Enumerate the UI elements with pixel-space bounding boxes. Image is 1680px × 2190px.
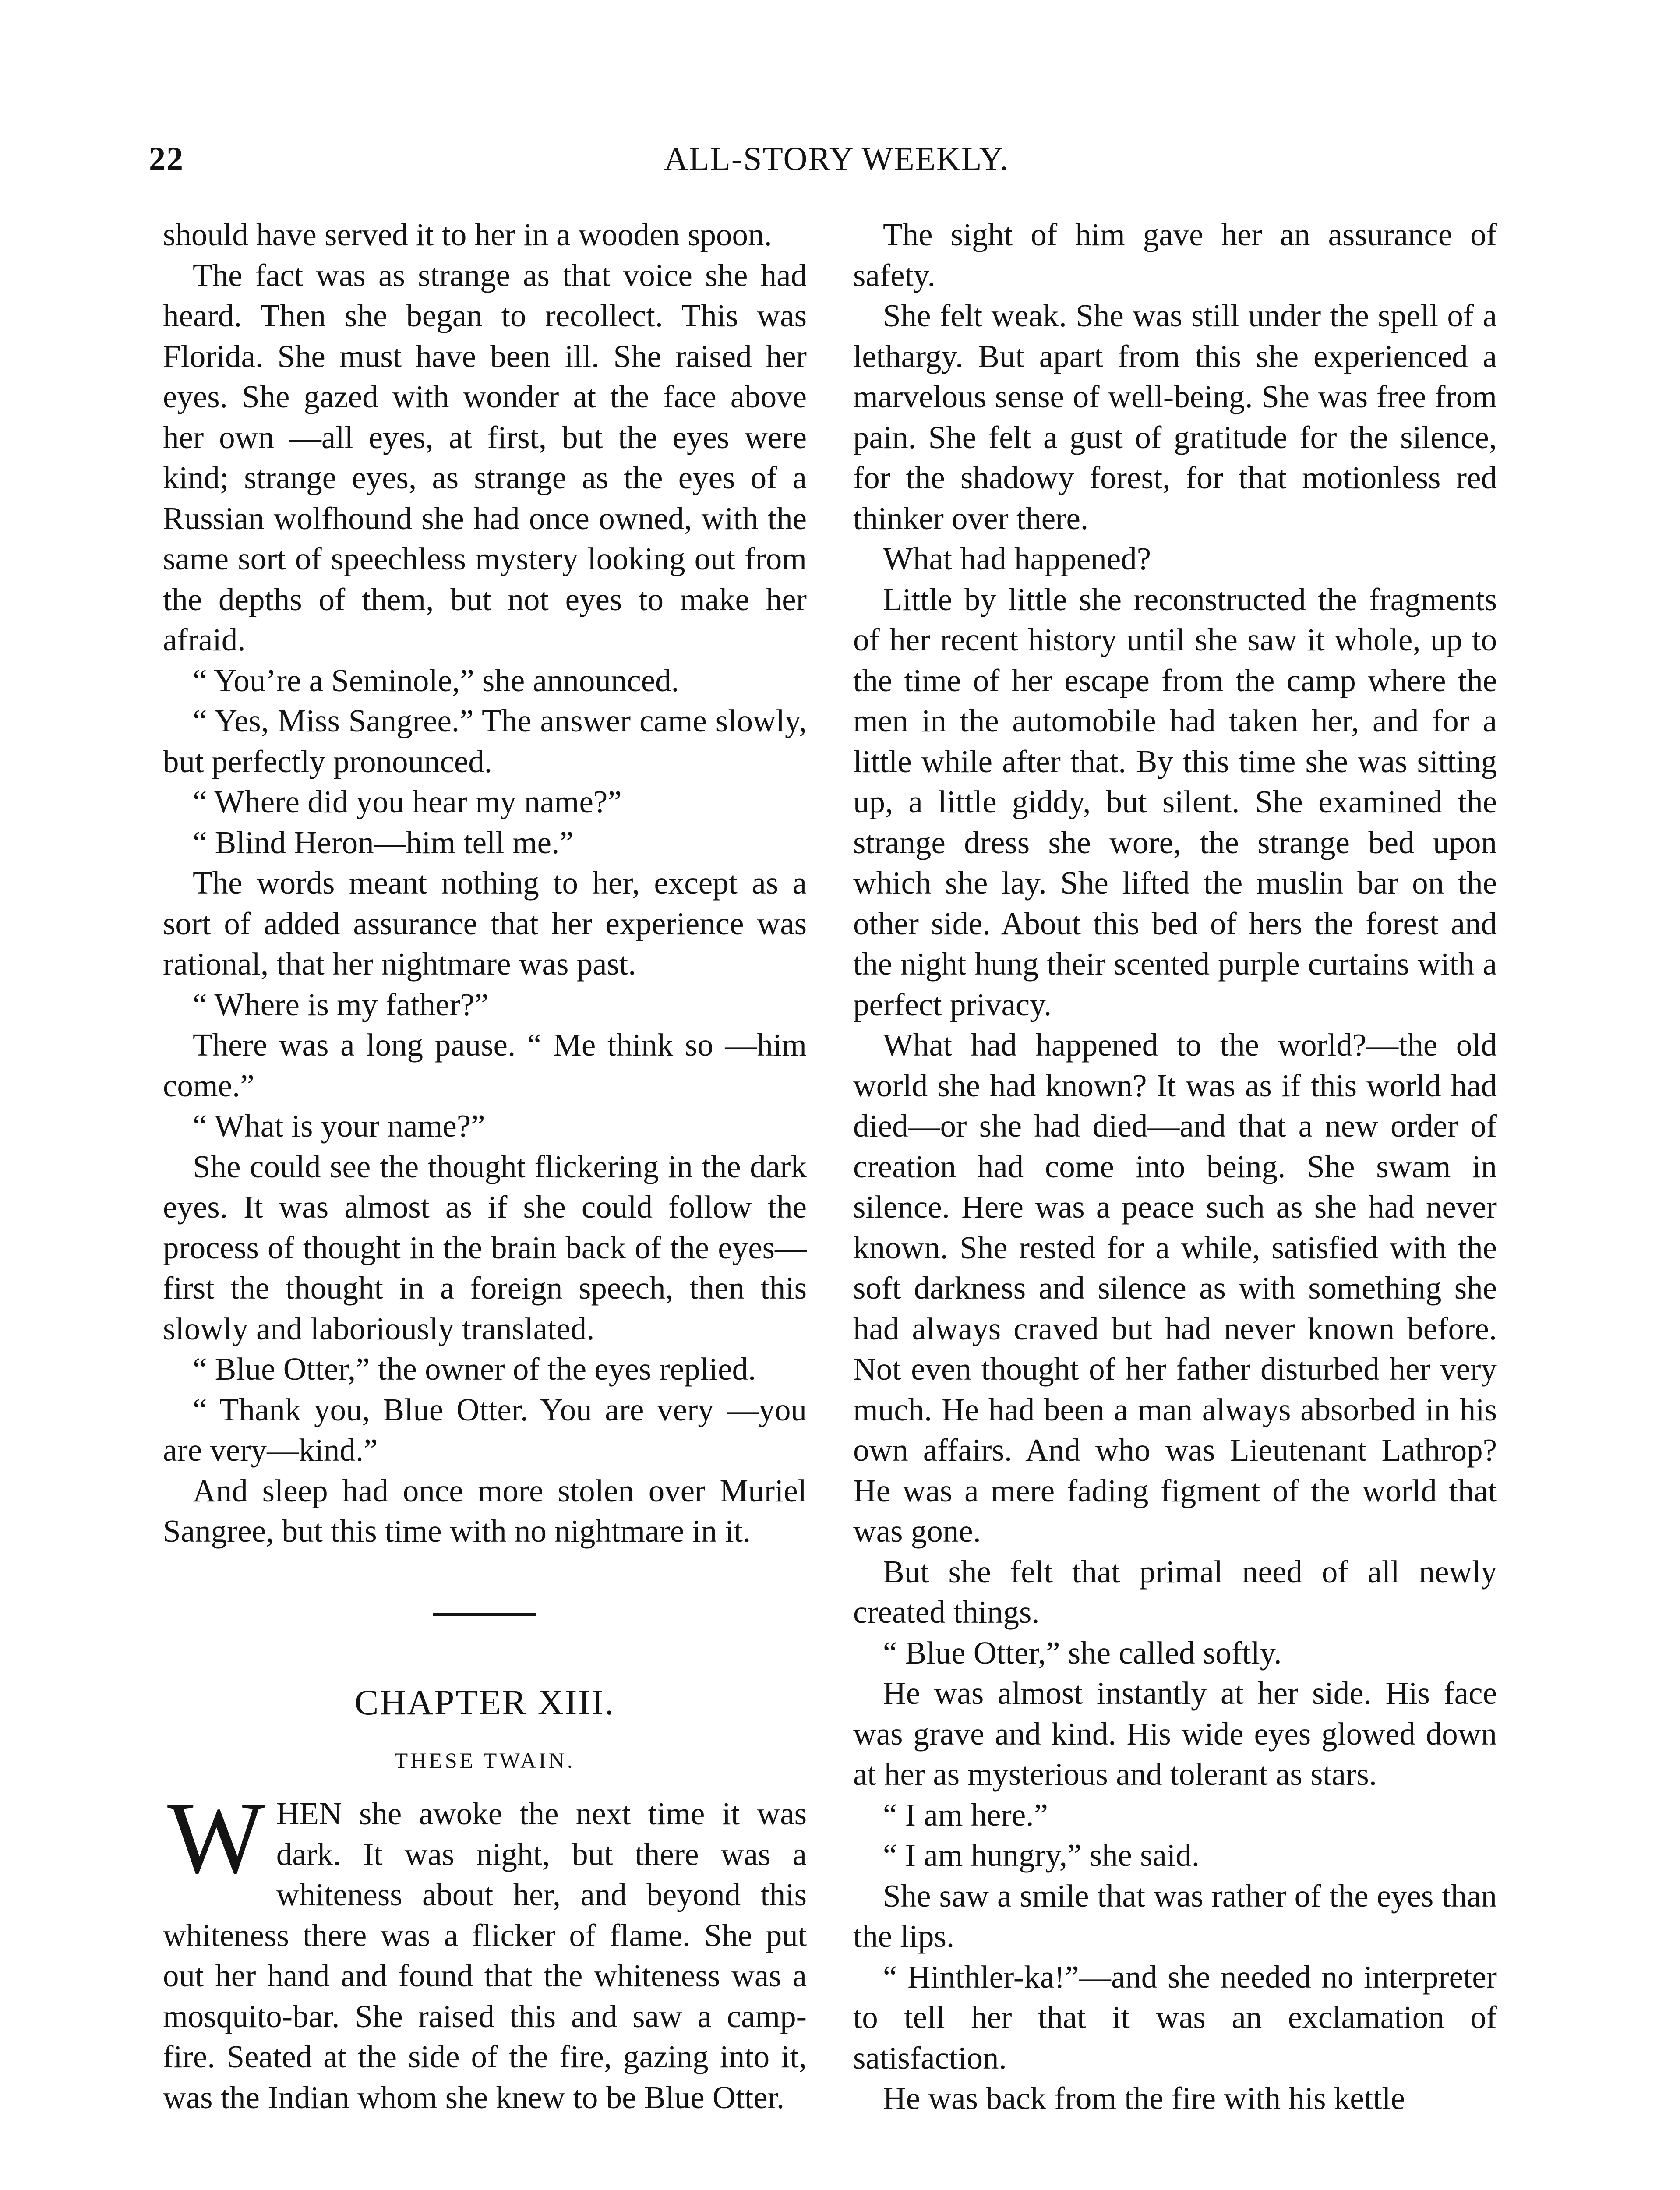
paragraph: “ I am hungry,” she said. — [883, 1837, 1200, 1873]
chapter-opening-paragraph — [163, 1781, 807, 2118]
opening-paragraph-text: HEN she awoke the next time it was dark. It was night, but there was a whiteness about her, and beyond this whiteness there was a flicker of flame. She put out her hand and found that the whiteness was a mosquito-bar. She raised this and saw a camp-fire. Seated at the side of the fire, gazing into it, was the Indian whom she knew to be Blue Otter. — [163, 1796, 807, 2115]
chapter-title: CHAPTER XIII. — [354, 1682, 615, 1722]
paragraph: “ Where did you hear my name?” — [193, 784, 622, 819]
paragraph: What had happened? — [883, 541, 1151, 576]
paragraph: The sight of him gave her an assurance of safety. — [853, 217, 1497, 293]
paragraph: “ What is your name?” — [193, 1108, 485, 1144]
paragraph: And sleep had once more stolen over Muriel Sangree, but this time with no nightmare in it. — [163, 1473, 807, 1549]
paragraph: “ Where is my father?” — [193, 986, 489, 1022]
paragraph: “ You’re a Seminole,” she announced. — [193, 662, 679, 698]
paragraph: should have served it to her in a wooden spoon. — [163, 217, 772, 252]
left-column — [163, 215, 807, 2118]
paragraph: She felt weak. She was still under the spell of a lethargy. But apart from this she experienced a marvelous sense of well-being. She was free from pain. She felt a gust of gratitude for the silence, for the shadowy forest, for that motionless red thinker over there. — [853, 298, 1497, 536]
paragraph: She saw a smile that was rather of the eyes than the lips. — [853, 1878, 1497, 1954]
paragraph: Little by little she reconstructed the fragments of her recent history until she saw it whole, up to the time of her escape from the camp where the men in the automobile had taken her, and for a little while after that. By this time she was sitting up, a little giddy, but silent. She examined the strange dress she wore, the strange bed upon which she lay. She lifted the muslin bar on the other side. About this bed of hers the forest and the night hung their scented purple curtains with a perfect privacy. — [853, 581, 1497, 1022]
paragraph: “ Hinthler-ka!”—and she needed no interpreter to tell her that it was an exclamation of satisfaction. — [853, 1959, 1497, 2076]
paragraph: She could see the thought flickering in the dark eyes. It was almost as if she could follow the process of thought in the brain back of the eyes—first the thought in a foreign speech, then this slowly and laboriously translated. — [163, 1148, 807, 1346]
paragraph: He was almost instantly at her side. His face was grave and kind. His wide eyes glowed down at her as mysterious and tolerant as stars. — [853, 1675, 1497, 1792]
paragraph: The words meant nothing to her, except as a sort of added assurance that her experience was rational, that her nightmare was past. — [163, 865, 807, 982]
paragraph: “ Blind Heron—him tell me.” — [193, 824, 574, 860]
paragraph: There was a long pause. “ Me think so —him come.” — [163, 1027, 807, 1103]
paragraph: “ I am here.” — [883, 1797, 1048, 1833]
paragraph: “ Blue Otter,” the owner of the eyes replied. — [193, 1351, 756, 1387]
drop-cap: W — [167, 1781, 265, 1895]
paragraph: But she felt that primal need of all newly created things. — [853, 1554, 1497, 1630]
right-column — [853, 215, 1497, 2119]
page-header — [149, 140, 1524, 193]
paragraph: The fact was as strange as that voice she had heard. Then she began to recollect. This was Florida. She must have been ill. She raised her eyes. She gazed with wonder at the face above her own —all eyes, at first, but the eyes were kind; strange eyes, as strange as the eyes of a Russian wolfhound she had once owned, with the same sort of speechless mystery looking out from the depths of them, but not eyes to make her afraid. — [163, 257, 807, 657]
chapter-subtitle: THESE TWAIN. — [394, 1748, 575, 1773]
running-head: ALL-STORY WEEKLY. — [664, 141, 1009, 177]
paragraph: “ Yes, Miss Sangree.” The answer came slowly, but perfectly pronounced. — [163, 703, 807, 779]
paragraph: What had happened to the world?—the old world she had known? It was as if this world had died—or she had died—and that a new order of creation had come into being. She swam in silence. Here was a peace such as she had never known. She rested for a while, satisfied with the soft darkness and silence as with something she had always craved but had never known before. Not even thought of her father disturbed her very much. He had been a man always absorbed in his own affairs. And who was Lieutenant Lathrop? He was a mere fading figment of the world that was gone. — [853, 1027, 1497, 1549]
page-number: 22 — [149, 141, 184, 177]
paragraph: He was back from the fire with his kettle — [883, 2080, 1405, 2116]
section-divider — [433, 1613, 536, 1616]
paragraph: “ Thank you, Blue Otter. You are very —you are very—kind.” — [163, 1392, 807, 1468]
paragraph: “ Blue Otter,” she called softly. — [883, 1635, 1282, 1671]
